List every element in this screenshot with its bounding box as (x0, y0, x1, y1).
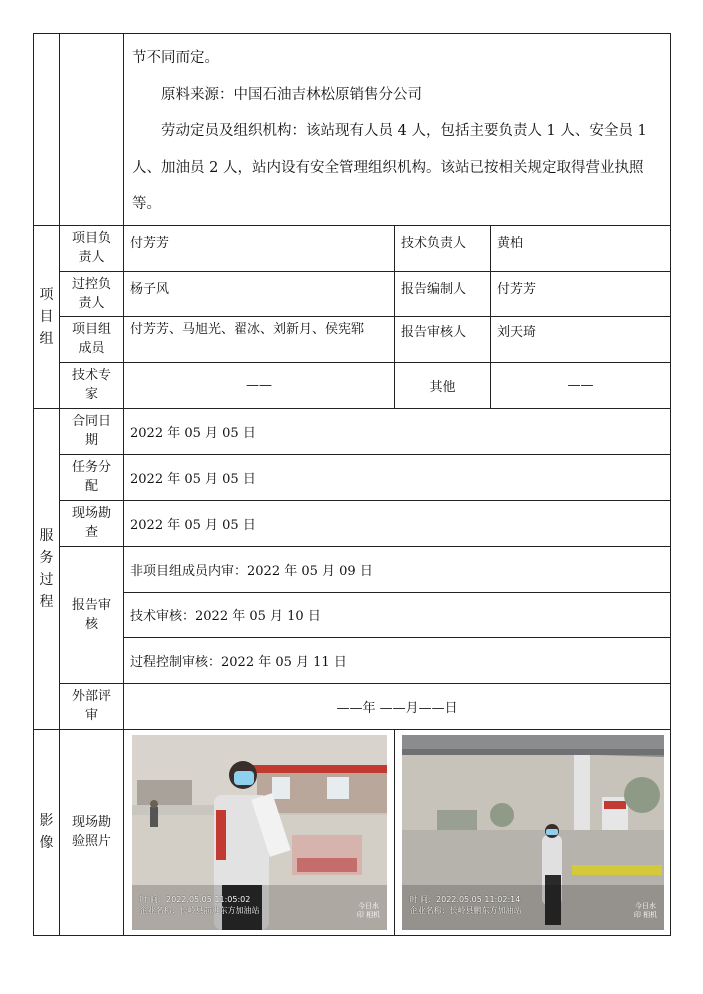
intro-row (34, 34, 671, 226)
sp-survey-date: 2022 年 05 月 05 日 (124, 500, 671, 546)
sp-external-value: ——年 ——月——日 (124, 683, 671, 729)
pg-label2-3: 报告审核人 (395, 316, 491, 362)
section-project-group: 项目组 (34, 225, 60, 408)
pg-label-3: 项目组成员 (60, 316, 124, 362)
sp-review-label: 报告审核 (60, 546, 124, 683)
pg-row-1 (34, 225, 671, 271)
pg-label-4: 技术专家 (60, 362, 124, 408)
site-photo-1 (132, 735, 387, 930)
pg-value-1: 付芳芳 (124, 225, 395, 271)
sp-review-item-2: 技术审核：2022 年 05 月 10 日 (124, 592, 671, 637)
sp-external-label: 外部评审 (60, 683, 124, 729)
info-table (33, 33, 671, 936)
intro-line1: 节不同而定。 (132, 50, 219, 66)
photo-1-stamp: 时 间：2022.05.05 11:05:02 企业名称：长岭县前进东方加油站 (139, 894, 260, 915)
sp-review-item-1: 非项目组成员内审：2022 年 05 月 09 日 (124, 546, 671, 592)
photo-cell-2 (395, 729, 671, 935)
pg-row-4 (34, 362, 671, 408)
pg-value2-1: 黄柏 (491, 225, 671, 271)
sp-task-row (34, 454, 671, 500)
images-label: 现场勘验照片 (60, 729, 124, 935)
section-images: 影像 (34, 729, 60, 935)
images-row (34, 729, 671, 935)
photo-1-watermark: 今日水印 相机 (356, 901, 381, 919)
sp-survey-row (34, 500, 671, 546)
sp-review-item-3: 过程控制审核：2022 年 05 月 11 日 (124, 637, 671, 683)
sp-task-label: 任务分配 (60, 454, 124, 500)
intro-line3: 劳动定员及组织机构：该站现有人员 4 人，包括主要负责人 1 人、安全员 1 人、加油员 2 人，站内设有安全管理组织机构。该站已按相关规定取得营业执照等。 (132, 123, 647, 212)
pg-value2-3: 刘天琦 (491, 316, 671, 362)
sp-review-row-2 (34, 592, 671, 637)
pg-label-1: 项目负责人 (60, 225, 124, 271)
pg-value-4: —— (124, 362, 395, 408)
pg-value-3: 付芳芳、马旭光、翟冰、刘新月、侯宪郓 (124, 316, 395, 362)
photo-cell-1 (124, 729, 395, 935)
pg-label2-1: 技术负责人 (395, 225, 491, 271)
document-page (33, 33, 670, 936)
intro-text (124, 34, 671, 226)
sp-contract-row (34, 408, 671, 454)
sp-review-row-1 (34, 546, 671, 592)
site-photo-2 (402, 735, 664, 930)
pg-label-2: 过控负责人 (60, 271, 124, 316)
intro-line2: 原料来源：中国石油吉林松原销售分公司 (161, 86, 422, 103)
pg-row-2 (34, 271, 671, 316)
sp-contract-label: 合同日期 (60, 408, 124, 454)
photo-2-watermark: 今日水印 相机 (633, 901, 658, 919)
pg-label2-2: 报告编制人 (395, 271, 491, 316)
pg-label2-4: 其他 (395, 362, 491, 408)
pg-value-2: 杨子风 (124, 271, 395, 316)
pg-row-3 (34, 316, 671, 362)
sp-review-row-3 (34, 637, 671, 683)
pg-value2-2: 付芳芳 (491, 271, 671, 316)
sp-contract-date: 2022 年 05 月 05 日 (124, 408, 671, 454)
sp-task-date: 2022 年 05 月 05 日 (124, 454, 671, 500)
sp-external-row (34, 683, 671, 729)
photo-2-stamp: 时 间：2022.05.05 11:02:14 企业名称：长岭县鹏东方加油站 (409, 894, 522, 915)
pg-value2-4: —— (491, 362, 671, 408)
section-service-process: 服务过程 (34, 408, 60, 729)
sp-survey-label: 现场勘查 (60, 500, 124, 546)
